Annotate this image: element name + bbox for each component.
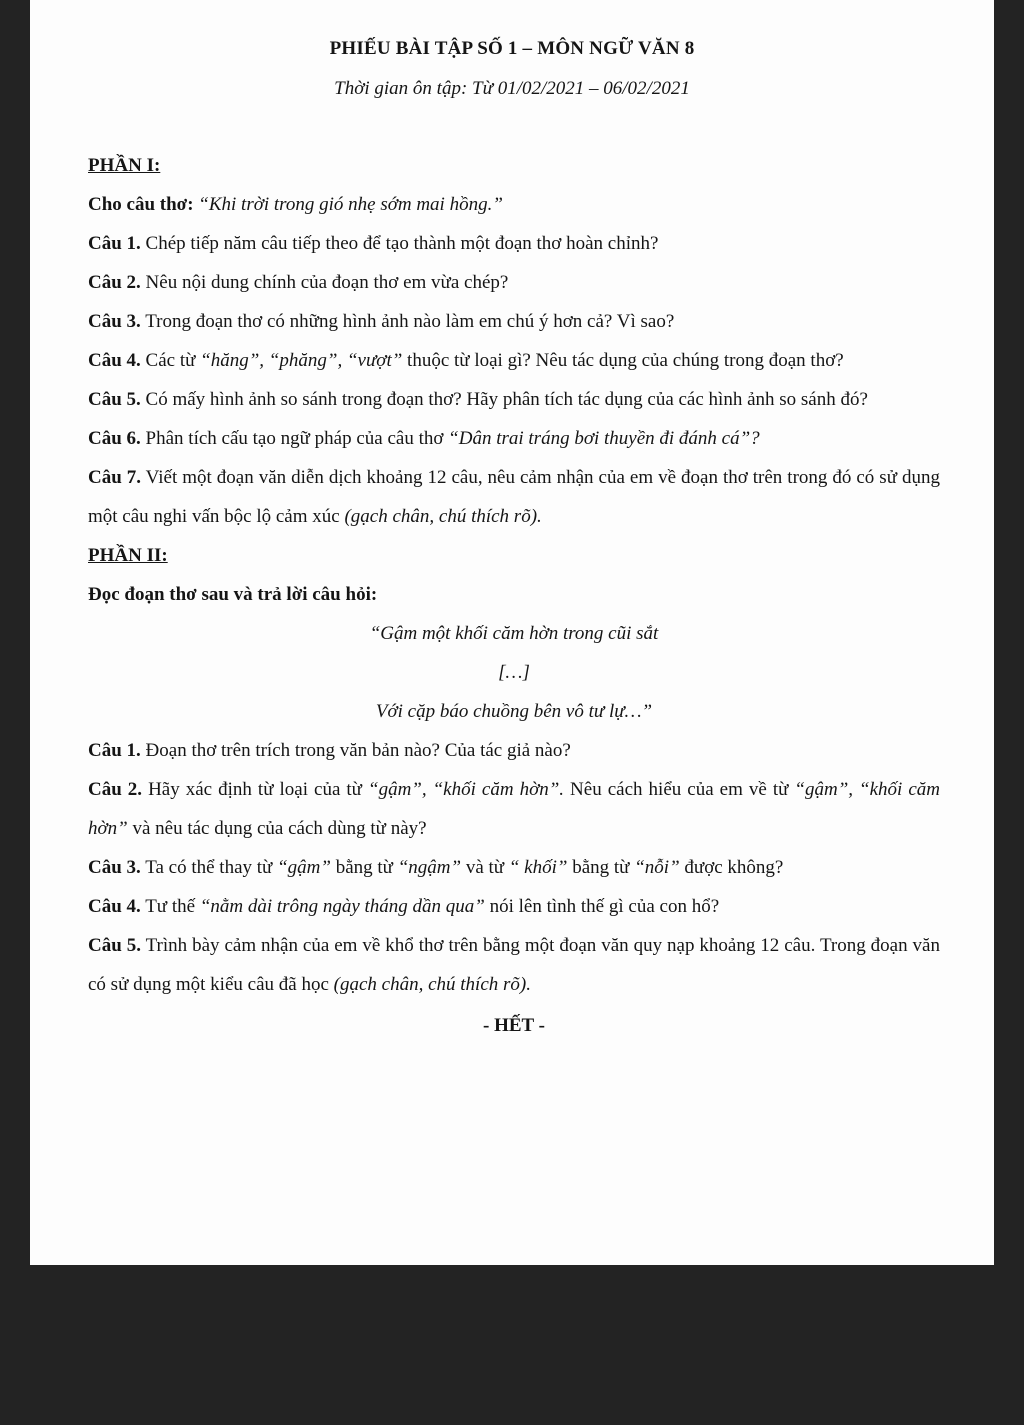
part2-question-5: Câu 5. Trình bày cảm nhận của em về khổ thơ trên bằng một đoạn văn quy nạp khoảng 12 câu. Trong đoạn văn có sử dụng một kiểu câu đã học (gạch chân, chú thích rõ). [88,935,940,995]
part1-question-2: Câu 2. Nêu nội dung chính của đoạn thơ em vừa chép? [88,272,509,293]
part1-question-4: Câu 4. Các từ “hăng”, “phăng”, “vượt” thuộc từ loại gì? Nêu tác dụng của chúng trong đoạn thơ? [88,350,844,371]
part2-instruction: Đọc đoạn thơ sau và trả lời câu hỏi: [88,584,378,605]
part1-question-5: Câu 5. Có mấy hình ảnh so sánh trong đoạn thơ? Hãy phân tích tác dụng của các hình ảnh so sánh đó? [88,389,868,410]
part2-question-3: Câu 3. Ta có thể thay từ “gậm” bằng từ “ngậm” và từ “ khối” bằng từ “nỗi” được không? [88,857,784,878]
poem-ellipsis: […] [498,662,530,683]
part1-heading: PHẦN I: [88,155,161,176]
part2-question-1: Câu 1. Đoạn thơ trên trích trong văn bản nào? Của tác giả nào? [88,740,571,761]
worksheet-title: PHIẾU BÀI TẬP SỐ 1 – MÔN NGỮ VĂN 8 [329,38,695,59]
part1-question-1: Câu 1. Chép tiếp năm câu tiếp theo để tạo thành một đoạn thơ hoàn chỉnh? [88,233,659,254]
part2-question-4: Câu 4. Tư thế “nằm dài trông ngày tháng dần qua” nói lên tình thế gì của con hổ? [88,896,720,917]
end-marker: - HẾT - [483,1015,545,1036]
part2-heading: PHẦN II: [88,545,168,566]
document-page [30,0,994,1265]
review-period: Thời gian ôn tập: Từ 01/02/2021 – 06/02/2021 [334,78,690,99]
part2-question-2: Câu 2. Hãy xác định từ loại của từ “gậm”, “khối căm hờn”. Nêu cách hiểu của em về từ “gậm”, “khối căm hờn” và nêu tác dụng của cách dùng từ này? [88,779,940,839]
part1-question-7: Câu 7. Viết một đoạn văn diễn dịch khoảng 12 câu, nêu cảm nhận của em về đoạn thơ trên trong đó có sử dụng một câu nghi vấn bộc lộ cảm xúc (gạch chân, chú thích rõ). [88,467,940,527]
part1-question-6: Câu 6. Phân tích cấu tạo ngữ pháp của câu thơ “Dân trai tráng bơi thuyền đi đánh cá”? [88,428,760,449]
part1-question-3: Câu 3. Trong đoạn thơ có những hình ảnh nào làm em chú ý hơn cả? Vì sao? [88,311,675,332]
poem-line-1: “Gậm một khối căm hờn trong cũi sắt [369,623,659,644]
dark-background [0,1265,1024,1425]
worksheet-body [88,146,940,1045]
part1-intro: Cho câu thơ: “Khi trời trong gió nhẹ sớm mai hồng.” [88,194,503,215]
poem-line-2: Với cặp báo chuồng bên vô tư lự…” [375,701,653,722]
